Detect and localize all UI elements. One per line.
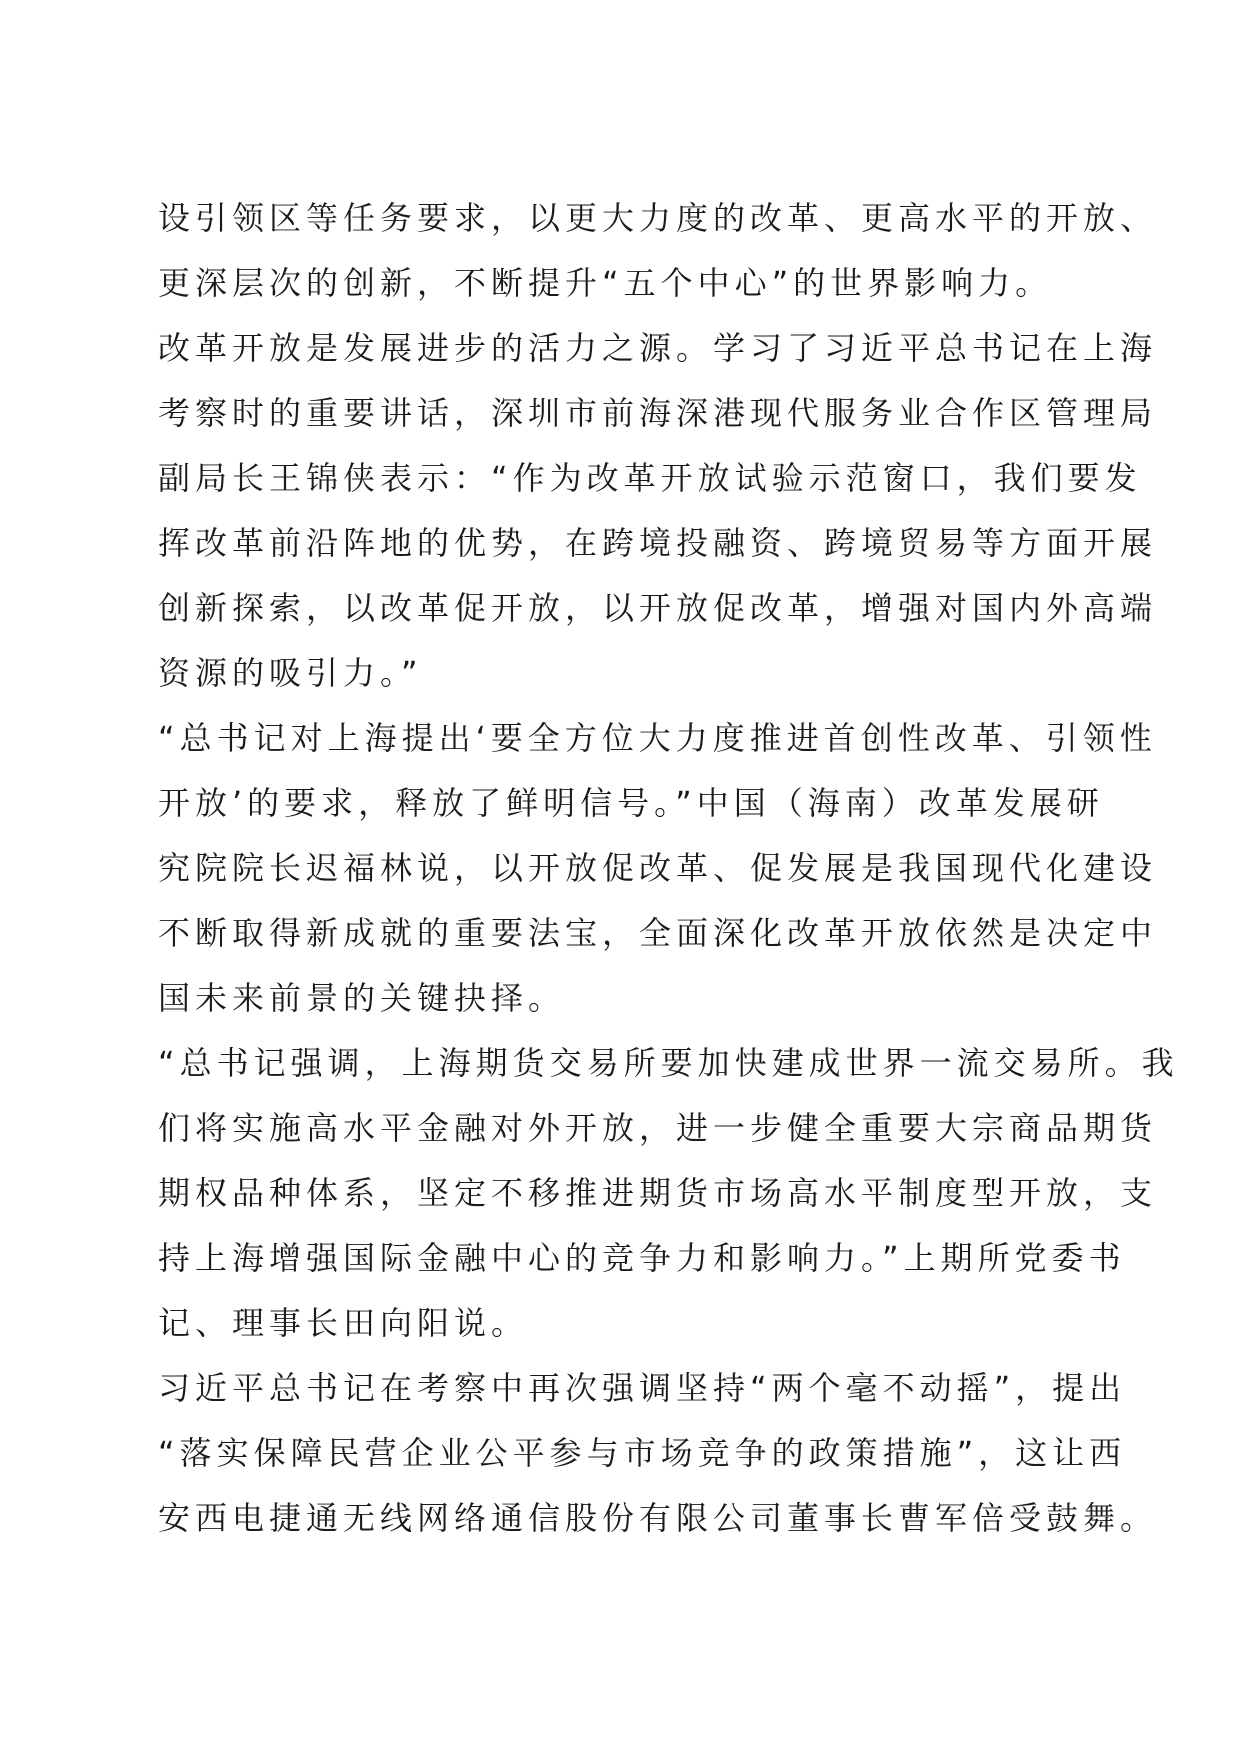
text-line: 们将实施高水平金融对外开放，进一步健全重要大宗商品期货 xyxy=(158,1109,1158,1147)
text-line: “落实保障民营企业公平参与市场竞争的政策措施”，这让西 xyxy=(158,1434,1127,1472)
text-line: 记、理事长田向阳说。 xyxy=(158,1304,529,1342)
text-line: 开放’的要求，释放了鲜明信号。”中国（海南）改革发展研 xyxy=(158,784,1104,822)
text-line: 考察时的重要讲话，深圳市前海深港现代服务业合作区管理局 xyxy=(158,394,1158,432)
text-line: 期权品种体系，坚定不移推进期货市场高水平制度型开放，支 xyxy=(158,1174,1158,1212)
text-line: “总书记对上海提出‘要全方位大力度推进首创性改革、引领性 xyxy=(158,719,1157,757)
text-line: 设引领区等任务要求，以更大力度的改革、更高水平的开放、 xyxy=(158,199,1158,237)
text-line: 副局长王锦侠表示：“作为改革开放试验示范窗口，我们要发 xyxy=(158,459,1142,497)
text-line: 资源的吸引力。” xyxy=(158,654,423,692)
text-line: 不断取得新成就的重要法宝，全面深化改革开放依然是决定中 xyxy=(158,914,1158,952)
text-line: 改革开放是发展进步的活力之源。学习了习近平总书记在上海 xyxy=(158,329,1158,367)
text-line: 挥改革前沿阵地的优势，在跨境投融资、跨境贸易等方面开展 xyxy=(158,524,1158,562)
text-line: 安西电捷通无线网络通信股份有限公司董事长曹军倍受鼓舞。 xyxy=(158,1499,1158,1537)
text-line: 习近平总书记在考察中再次强调坚持“两个毫不动摇”，提出 xyxy=(158,1369,1127,1407)
text-line: 国未来前景的关键抉择。 xyxy=(158,979,566,1017)
text-line: 更深层次的创新，不断提升“五个中心”的世界影响力。 xyxy=(158,264,1053,302)
body-text xyxy=(158,186,1179,1551)
text-line: “总书记强调，上海期货交易所要加快建成世界一流交易所。我 xyxy=(158,1044,1179,1082)
text-line: 创新探索，以改革促开放，以开放促改革，增强对国内外高端 xyxy=(158,589,1158,627)
text-line: 究院院长迟福林说，以开放促改革、促发展是我国现代化建设 xyxy=(158,849,1158,887)
text-line: 持上海增强国际金融中心的竞争力和影响力。”上期所党委书 xyxy=(158,1239,1126,1277)
